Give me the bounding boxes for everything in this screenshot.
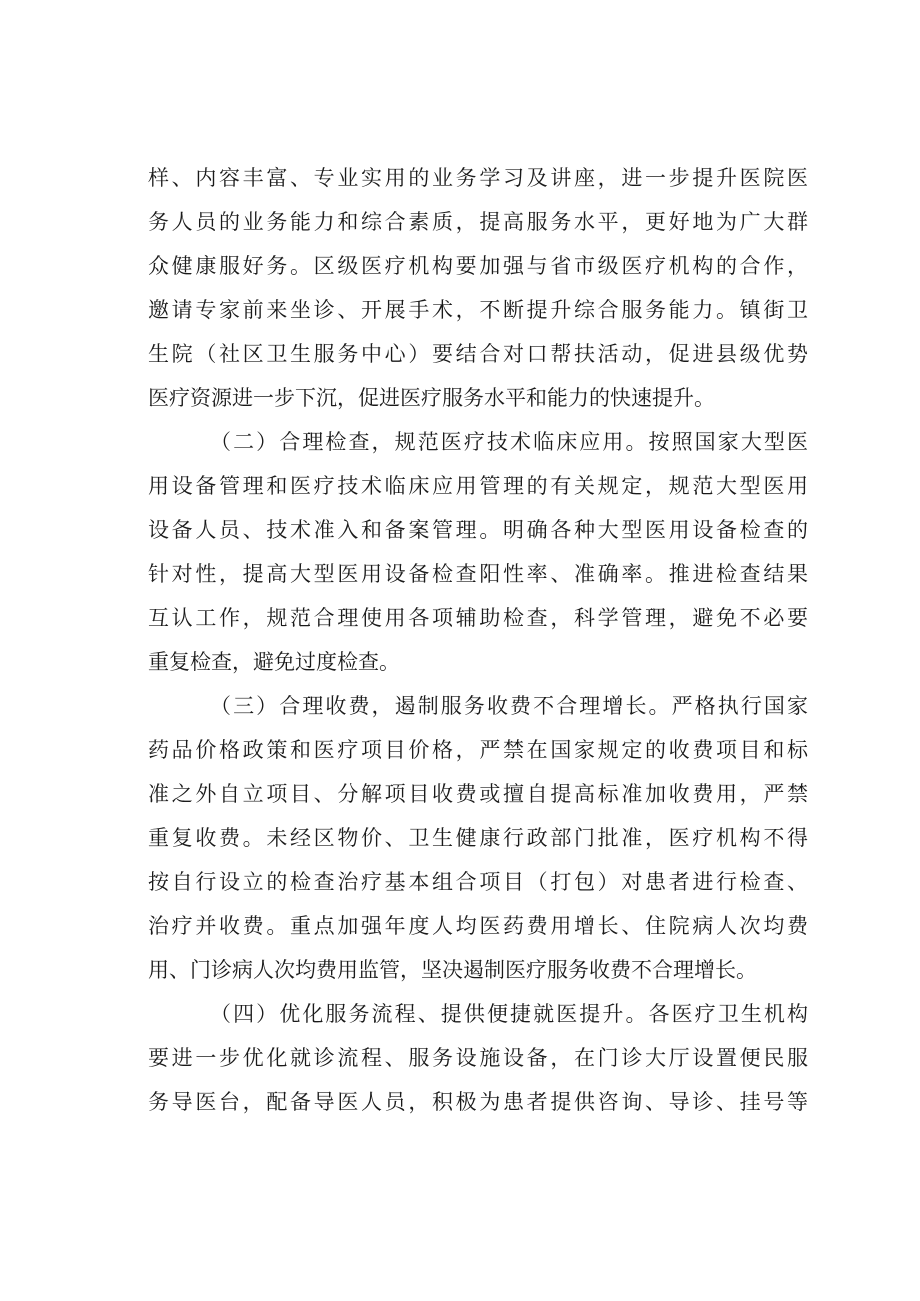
text-line: 设备人员、技术准入和备案管理。明确各种大型医用设备检查的 bbox=[148, 518, 808, 542]
text-line: 重复检查，避免过度检查。 bbox=[148, 650, 400, 674]
text-line: 邀请专家前来坐诊、开展手术，不断提升综合服务能力。镇街卫 bbox=[148, 298, 808, 322]
text-line: 用设备管理和医疗技术临床应用管理的有关规定，规范大型医用 bbox=[148, 474, 808, 498]
text-line: 用、门诊病人次均费用监管，坚决遏制医疗服务收费不合理增长。 bbox=[148, 958, 757, 982]
paragraph bbox=[148, 420, 808, 684]
paragraph bbox=[148, 684, 808, 992]
text-line: 治疗并收费。重点加强年度人均医药费用增长、住院病人次均费 bbox=[148, 914, 808, 938]
text-line: 务人员的业务能力和综合素质，提高服务水平，更好地为广大群 bbox=[148, 210, 808, 234]
text-line: 医疗资源进一步下沉，促进医疗服务水平和能力的快速提升。 bbox=[148, 386, 715, 410]
text-line: 要进一步优化就诊流程、服务设施设备，在门诊大厅设置便民服 bbox=[148, 1046, 808, 1070]
text-line: 互认工作，规范合理使用各项辅助检查，科学管理，避免不必要 bbox=[148, 606, 808, 630]
paragraph bbox=[148, 156, 808, 420]
text-line: 众健康服好务。区级医疗机构要加强与省市级医疗机构的合作， bbox=[148, 254, 808, 278]
text-line: 药品价格政策和医疗项目价格，严禁在国家规定的收费项目和标 bbox=[148, 738, 808, 762]
text-line: 针对性，提高大型医用设备检查阳性率、准确率。推进检查结果 bbox=[148, 562, 808, 586]
text-line: 样、内容丰富、专业实用的业务学习及讲座，进一步提升医院医 bbox=[148, 166, 808, 190]
section-heading-line: （二）合理检查，规范医疗技术临床应用。按照国家大型医 bbox=[210, 430, 808, 454]
document-body bbox=[148, 156, 808, 1124]
text-line: 准之外自立项目、分解项目收费或擅自提高标准加收费用，严禁 bbox=[148, 782, 808, 806]
section-heading-line: （四）优化服务流程、提供便捷就医提升。各医疗卫生机构 bbox=[210, 1002, 808, 1026]
text-line: 生院（社区卫生服务中心）要结合对口帮扶活动，促进县级优势 bbox=[148, 342, 808, 366]
text-line: 按自行设立的检查治疗基本组合项目（打包）对患者进行检查、 bbox=[148, 870, 808, 894]
section-heading-line: （三）合理收费，遏制服务收费不合理增长。严格执行国家 bbox=[210, 694, 808, 718]
text-line: 务导医台，配备导医人员，积极为患者提供咨询、导诊、挂号等 bbox=[148, 1090, 808, 1114]
paragraph bbox=[148, 992, 808, 1124]
text-line: 重复收费。未经区物价、卫生健康行政部门批准，医疗机构不得 bbox=[148, 826, 808, 850]
